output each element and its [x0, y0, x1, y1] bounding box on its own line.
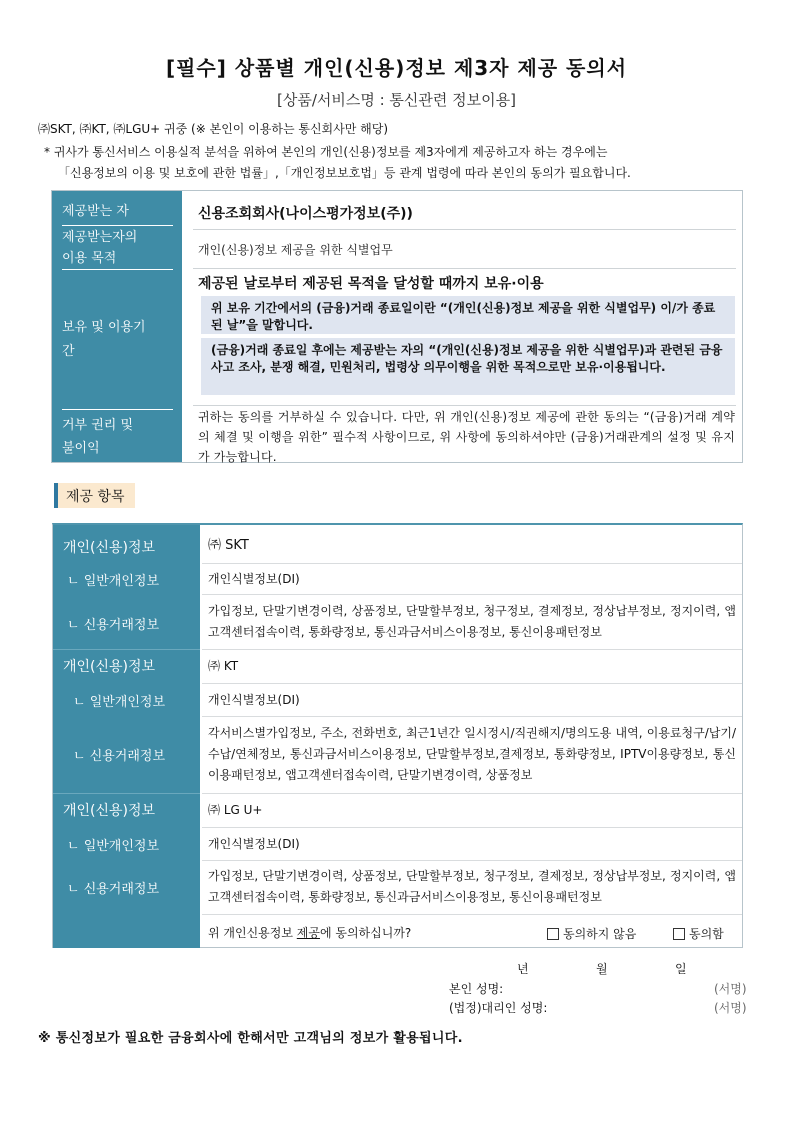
retention-note-2: (금융)거래 종료일 후에는 제공받는 자의 “(개인(신용)정보 제공을 위한 식별업무)과 관련된 금융사고 조사, 분쟁 해결, 민원처리, 법령상 의무이행을 위한 목적으로만 보유·이용됩니다.: [201, 338, 735, 395]
row-divider: [193, 268, 736, 269]
header-divider: [62, 269, 173, 270]
kt-name: ㈜ KT: [208, 659, 239, 673]
lgu-credit-label: ㄴ 신용거래정보: [67, 882, 160, 897]
retention-value: 제공된 날로부터 제공된 목적을 달성할 때까지 보유·이용: [198, 276, 544, 292]
self-sign-mark: (서명): [714, 982, 747, 996]
row-divider: [202, 914, 742, 915]
document-title: [필수] 상품별 개인(신용)정보 제3자 제공 동의서: [165, 56, 628, 80]
agree-checkbox[interactable]: [673, 925, 724, 942]
carriers-line: ㈜SKT, ㈜KT, ㈜LGU+ 귀중 (※ 본인이 이용하는 통신회사만 해당): [38, 122, 389, 136]
proxy-sign-mark: (서명): [714, 1001, 747, 1015]
consent-question-underlined: 제공: [296, 926, 320, 940]
proxy-name-label: (법정)대리인 성명:: [449, 1001, 548, 1015]
row-divider: [202, 793, 742, 794]
row-divider: [202, 716, 742, 717]
agree-label: 동의함: [689, 927, 724, 941]
checkbox-square-icon[interactable]: [673, 928, 685, 940]
lgu-general-value: 개인식별정보(DI): [208, 837, 300, 851]
consent-question: [208, 924, 411, 941]
date-day: 일: [675, 962, 687, 976]
row-divider: [202, 860, 742, 861]
row-divider: [202, 563, 742, 564]
row-divider: [202, 649, 742, 650]
skt-credit-value: 가입정보, 단말기변경이력, 상품정보, 단말할부정보, 청구정보, 결제정보, 정상납부정보, 정지이력, 앱고객센터접속이력, 통화량정보, 통신과금서비스이용정보, 통신이용패턴정보: [208, 604, 736, 639]
footer-note: ※ 통신정보가 필요한 금융회사에 한해서만 고객님의 정보가 활용됩니다.: [38, 1031, 463, 1046]
row-divider: [53, 649, 200, 650]
section-title: 제공 항목: [54, 483, 135, 508]
consent-table-header-column: [52, 191, 182, 462]
recipient-label: 제공받는 자: [62, 204, 129, 219]
consent-table: [51, 190, 743, 463]
date-year: 년: [517, 962, 529, 976]
skt-credit-label: ㄴ 신용거래정보: [67, 618, 160, 633]
notice-paragraph: [44, 142, 756, 184]
lgu-general-label: ㄴ 일반개인정보: [67, 839, 160, 854]
retention-label-line-2: 간: [62, 344, 75, 359]
retention-note-1: 위 보유 기간에서의 (금융)거래 종료일이란 “(개인(신용)정보 제공을 위한 식별업무) 이/가 종료된 날”을 말합니다.: [201, 296, 735, 334]
header-divider: [62, 409, 173, 410]
lgu-credit-value: 가입정보, 단말기변경이력, 상품정보, 단말할부정보, 청구정보, 결제정보, 정상납부정보, 정지이력, 앱고객센터접속이력, 통화량정보, 통신과금서비스이용정보, 통신이용패턴정보: [208, 869, 736, 904]
consent-question-prefix: 위 개인신용정보: [208, 926, 297, 940]
skt-name: ㈜ SKT: [208, 538, 249, 553]
consent-question-suffix: 에 동의하십니까?: [319, 926, 412, 940]
header-divider: [62, 225, 173, 226]
row-divider: [202, 594, 742, 595]
disagree-checkbox[interactable]: [547, 925, 636, 942]
refusal-label-line-2: 불이익: [62, 441, 100, 456]
disagree-label: 동의하지 않음: [563, 927, 637, 941]
refusal-label-line-1: 거부 권리 및: [62, 418, 134, 433]
purpose-label-line-1: 제공받는자의: [62, 230, 138, 245]
lgu-name: ㈜ LG U+: [208, 803, 263, 817]
kt-major-label: 개인(신용)정보: [63, 659, 156, 675]
self-name-label: 본인 성명:: [449, 982, 504, 996]
row-divider: [193, 229, 736, 230]
kt-credit-label: ㄴ 신용거래정보: [73, 749, 166, 764]
row-divider: [193, 405, 736, 406]
kt-credit-value: 각서비스별가입정보, 주소, 전화번호, 최근1년간 일시정시/직권해지/명의도용 내역, 이용료청구/납기/수납/연체정보, 통신과금서비스이용정보, 단말할부정보,결제정보, 통화량정보, IPTV이용량정보, 통신이용패턴정보, 앱고객센터접속이력, 단말기변경이력, 상품정보: [208, 726, 736, 782]
recipient-value: 신용조회회사(나이스평가정보(주)): [198, 206, 413, 222]
refusal-value: 귀하는 동의를 거부하실 수 있습니다. 다만, 위 개인(신용)정보 제공에 관한 동의는 “(금융)거래 계약의 체결 및 이행을 위한” 필수적 사항이므로, 위 사항에 동의하셔야만 (금융)거래관계의 설정 및 유지가 가능합니다.: [198, 410, 735, 464]
checkbox-square-icon[interactable]: [547, 928, 559, 940]
kt-general-label: ㄴ 일반개인정보: [73, 695, 166, 710]
notice-line-2: 「신용정보의 이용 및 보호에 관한 법률」,「개인정보보호법」등 관계 법령에 따라 본인의 동의가 필요합니다.: [58, 166, 631, 180]
row-divider: [202, 827, 742, 828]
purpose-label-line-2: 이용 목적: [62, 251, 117, 266]
retention-label-line-1: 보유 및 이용기: [62, 320, 146, 335]
skt-general-value: 개인식별정보(DI): [208, 572, 300, 586]
row-divider: [202, 683, 742, 684]
lgu-major-label: 개인(신용)정보: [63, 803, 156, 819]
document-subtitle: [상품/서비스명 : 통신관련 정보이용]: [277, 91, 516, 109]
skt-major-label: 개인(신용)정보: [63, 540, 156, 556]
kt-general-value: 개인식별정보(DI): [208, 693, 300, 707]
skt-general-label: ㄴ 일반개인정보: [67, 574, 160, 589]
row-divider: [53, 793, 200, 794]
notice-line-1: * 귀사가 통신서비스 이용실적 분석을 위하여 본인의 개인(신용)정보를 제3자에게 제공하고자 하는 경우에는: [44, 145, 608, 159]
date-month: 월: [596, 962, 608, 976]
purpose-value: 개인(신용)정보 제공을 위한 식별업무: [198, 243, 393, 257]
provided-items-table: [52, 523, 743, 948]
